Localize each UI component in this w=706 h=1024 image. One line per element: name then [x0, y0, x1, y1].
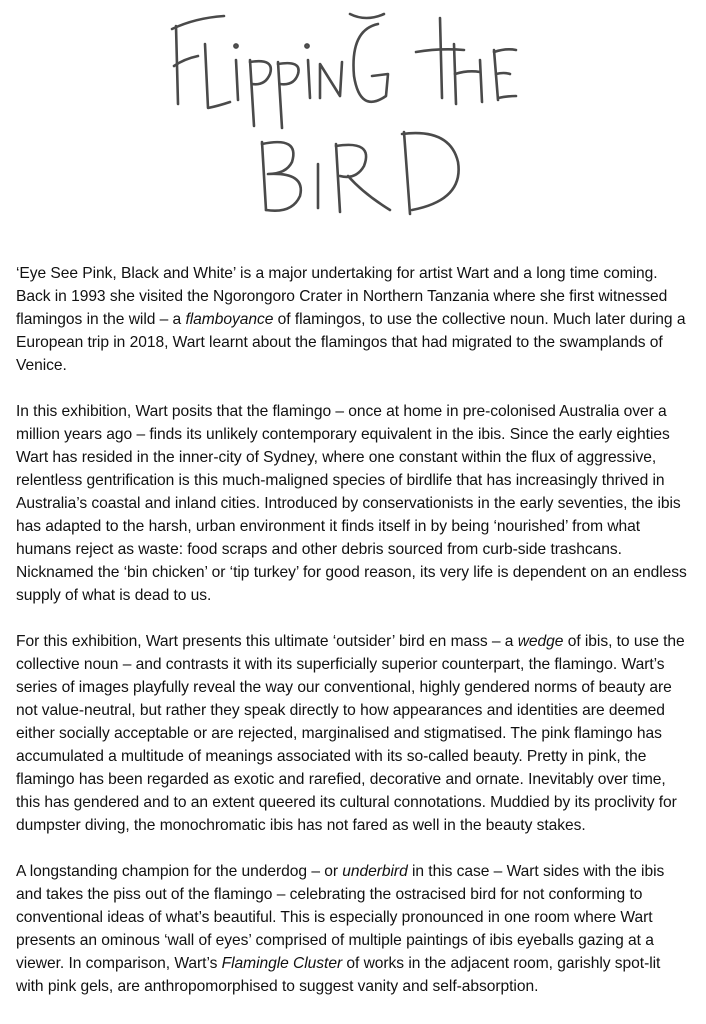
exhibition-essay [16, 262, 692, 998]
text-run: of works in the adjacent room, garishly spot-lit with pink gels, are anthropomorphised to suggest vanity and self-absorption. [16, 955, 661, 995]
text-run: In this exhibition, Wart posits that the flamingo – once at home in pre-colonised Australia over a million years ago – finds its unlikely contemporary equivalent in the ibis. Since the early eighties Wart has resided in the inner-city of Sydney, where one constant within the flux of aggressive, relentless gentrification is this much-maligned species of birdlife that has increasingly thrived in Australia’s coastal and inland cities. Introduced by conservationists in the early seventies, the ibis has adapted to the harsh, urban environment it finds itself in by being ‘nourished’ from what humans reject as waste: food scraps and other debris sourced from curb-side trashcans. Nicknamed the ‘bin chicken’ or ‘tip turkey’ for good reason, its very life is dependent on an endless supply of what is dead to us. [16, 403, 687, 604]
text-run: For this exhibition, Wart presents this ultimate ‘outsider’ bird en mass – a [16, 633, 518, 650]
essay-paragraph [16, 630, 692, 837]
handwritten-title-drawing [150, 4, 550, 236]
text-run: A longstanding champion for the underdog – or [16, 863, 343, 880]
handwritten-title [150, 4, 550, 236]
essay-paragraph [16, 262, 692, 377]
italic-term: flamboyance [185, 311, 274, 328]
italic-term: Flamingle Cluster [221, 955, 343, 972]
text-run: in this case – Wart sides with the ibis and takes the piss out of the flamingo – celebrating the ostracised bird for not conforming to conventional ideas of what’s beautiful. This is especially pronounced in one room where Wart presents an ominous ‘wall of eyes’ comprised of multiple paintings of ibis eyeballs gazing at a viewer. In comparison, Wart’s [16, 863, 665, 972]
italic-term: wedge [517, 633, 564, 650]
essay-paragraph [16, 860, 692, 998]
italic-term: underbird [342, 863, 408, 880]
essay-paragraph [16, 400, 692, 607]
text-run: of ibis, to use the collective noun – and contrasts it with its superficially superior counterpart, the flamingo. Wart’s series of images playfully reveal the way our conventional, highly gendered norms of beauty are not value-neutral, but rather they speak directly to how appearances and identities are deemed either socially acceptable or are rejected, marginalised and stigmatised. The pink flamingo has accumulated a multitude of meanings associated with its so-called beauty. Pretty in pink, the flamingo has been regarded as exotic and rarefied, decorative and ornate. Inevitably over time, this has gendered and to an extent queered its cultural connotations. Muddied by its proclivity for dumpster diving, the monochromatic ibis has not fared as well in the beauty stakes. [16, 633, 685, 834]
text-run: of flamingos, to use the collective noun. Much later during a European trip in 2018, Wart learnt about the flamingos that had migrated to the swamplands of Venice. [16, 311, 686, 374]
text-run: ‘Eye See Pink, Black and White’ is a major undertaking for artist Wart and a long time coming. Back in 1993 she visited the Ngorongoro Crater in Northern Tanzania where she first witnessed flamingos in the wild – a [16, 265, 668, 328]
